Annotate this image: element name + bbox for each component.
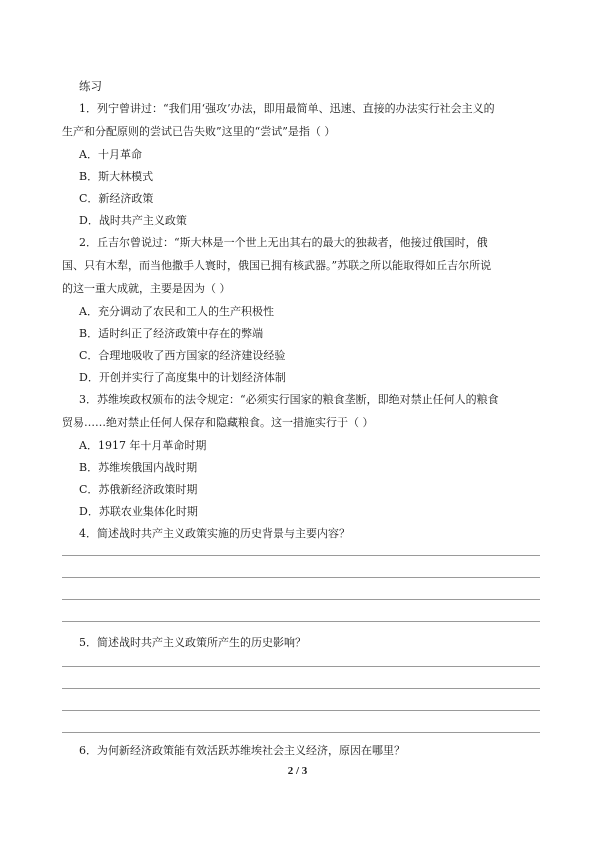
q1-option-a: A．十月革命 — [79, 148, 142, 161]
q2-option-b: B．适时纠正了经济政策中存在的弊端 — [79, 327, 264, 340]
q5-question: 5．简述战时共产主义政策所产生的历史影响？ — [79, 636, 306, 649]
q5-answer-line-4[interactable] — [62, 732, 540, 733]
q3-option-b: B．苏维埃俄国内战时期 — [79, 461, 198, 474]
q3-stem-line-2: 贸易……绝对禁止任何人保存和隐藏粮食。这一措施实行于（ ） — [62, 416, 374, 429]
q4-answer-line-2[interactable] — [62, 577, 540, 578]
q1-option-b: B．斯大林模式 — [79, 170, 154, 183]
q6-question: 6．为何新经济政策能有效活跃苏维埃社会主义经济，原因在哪里？ — [79, 744, 405, 757]
q2-stem-line-3: 的这一重大成就，主要是因为（ ） — [62, 282, 231, 295]
q1-option-d: D．战时共产主义政策 — [79, 214, 187, 227]
q4-answer-line-4[interactable] — [62, 621, 540, 622]
q2-option-c: C．合理地吸收了西方国家的经济建设经验 — [79, 349, 286, 362]
q2-stem-line-1: 2．丘吉尔曾说过：“斯大林是一个世上无出其右的最大的独裁者，他接过俄国时，俄 — [79, 236, 488, 249]
q4-question: 4．简述战时共产主义政策实施的历史背景与主要内容？ — [79, 527, 350, 540]
q3-option-d: D．苏联农业集体化时期 — [79, 505, 198, 518]
q2-stem-line-2: 国、只有木犁，而当他撒手人寰时，俄国已拥有核武器。”苏联之所以能取得如丘吉尔所说 — [62, 259, 492, 272]
q5-answer-line-2[interactable] — [62, 688, 540, 689]
q1-stem-line-2: 生产和分配原则的尝试已告失败”这里的“尝试”是指（ ） — [62, 125, 336, 138]
q1-option-c: C．新经济政策 — [79, 192, 154, 205]
q4-answer-line-1[interactable] — [62, 555, 540, 556]
q2-option-d: D．开创并实行了高度集中的计划经济体制 — [79, 371, 286, 384]
q3-option-c: C．苏俄新经济政策时期 — [79, 483, 198, 496]
q5-answer-line-1[interactable] — [62, 666, 540, 667]
q1-stem-line-1: 1．列宁曾讲过：“我们用‘强攻’办法，即用最简单、迅速、直接的办法实行社会主义的 — [79, 102, 495, 115]
q4-answer-line-3[interactable] — [62, 599, 540, 600]
section-heading: 练习 — [79, 79, 102, 93]
q2-option-a: A．充分调动了农民和工人的生产积极性 — [79, 305, 274, 318]
q3-stem-line-1: 3．苏维埃政权颁布的法令规定：“必须实行国家的粮食垄断，即绝对禁止任何人的粮食 — [79, 393, 499, 406]
page-number: 2 / 3 — [287, 765, 308, 777]
q3-option-a: A．1917 年十月革命时期 — [79, 439, 207, 452]
q5-answer-line-3[interactable] — [62, 710, 540, 711]
